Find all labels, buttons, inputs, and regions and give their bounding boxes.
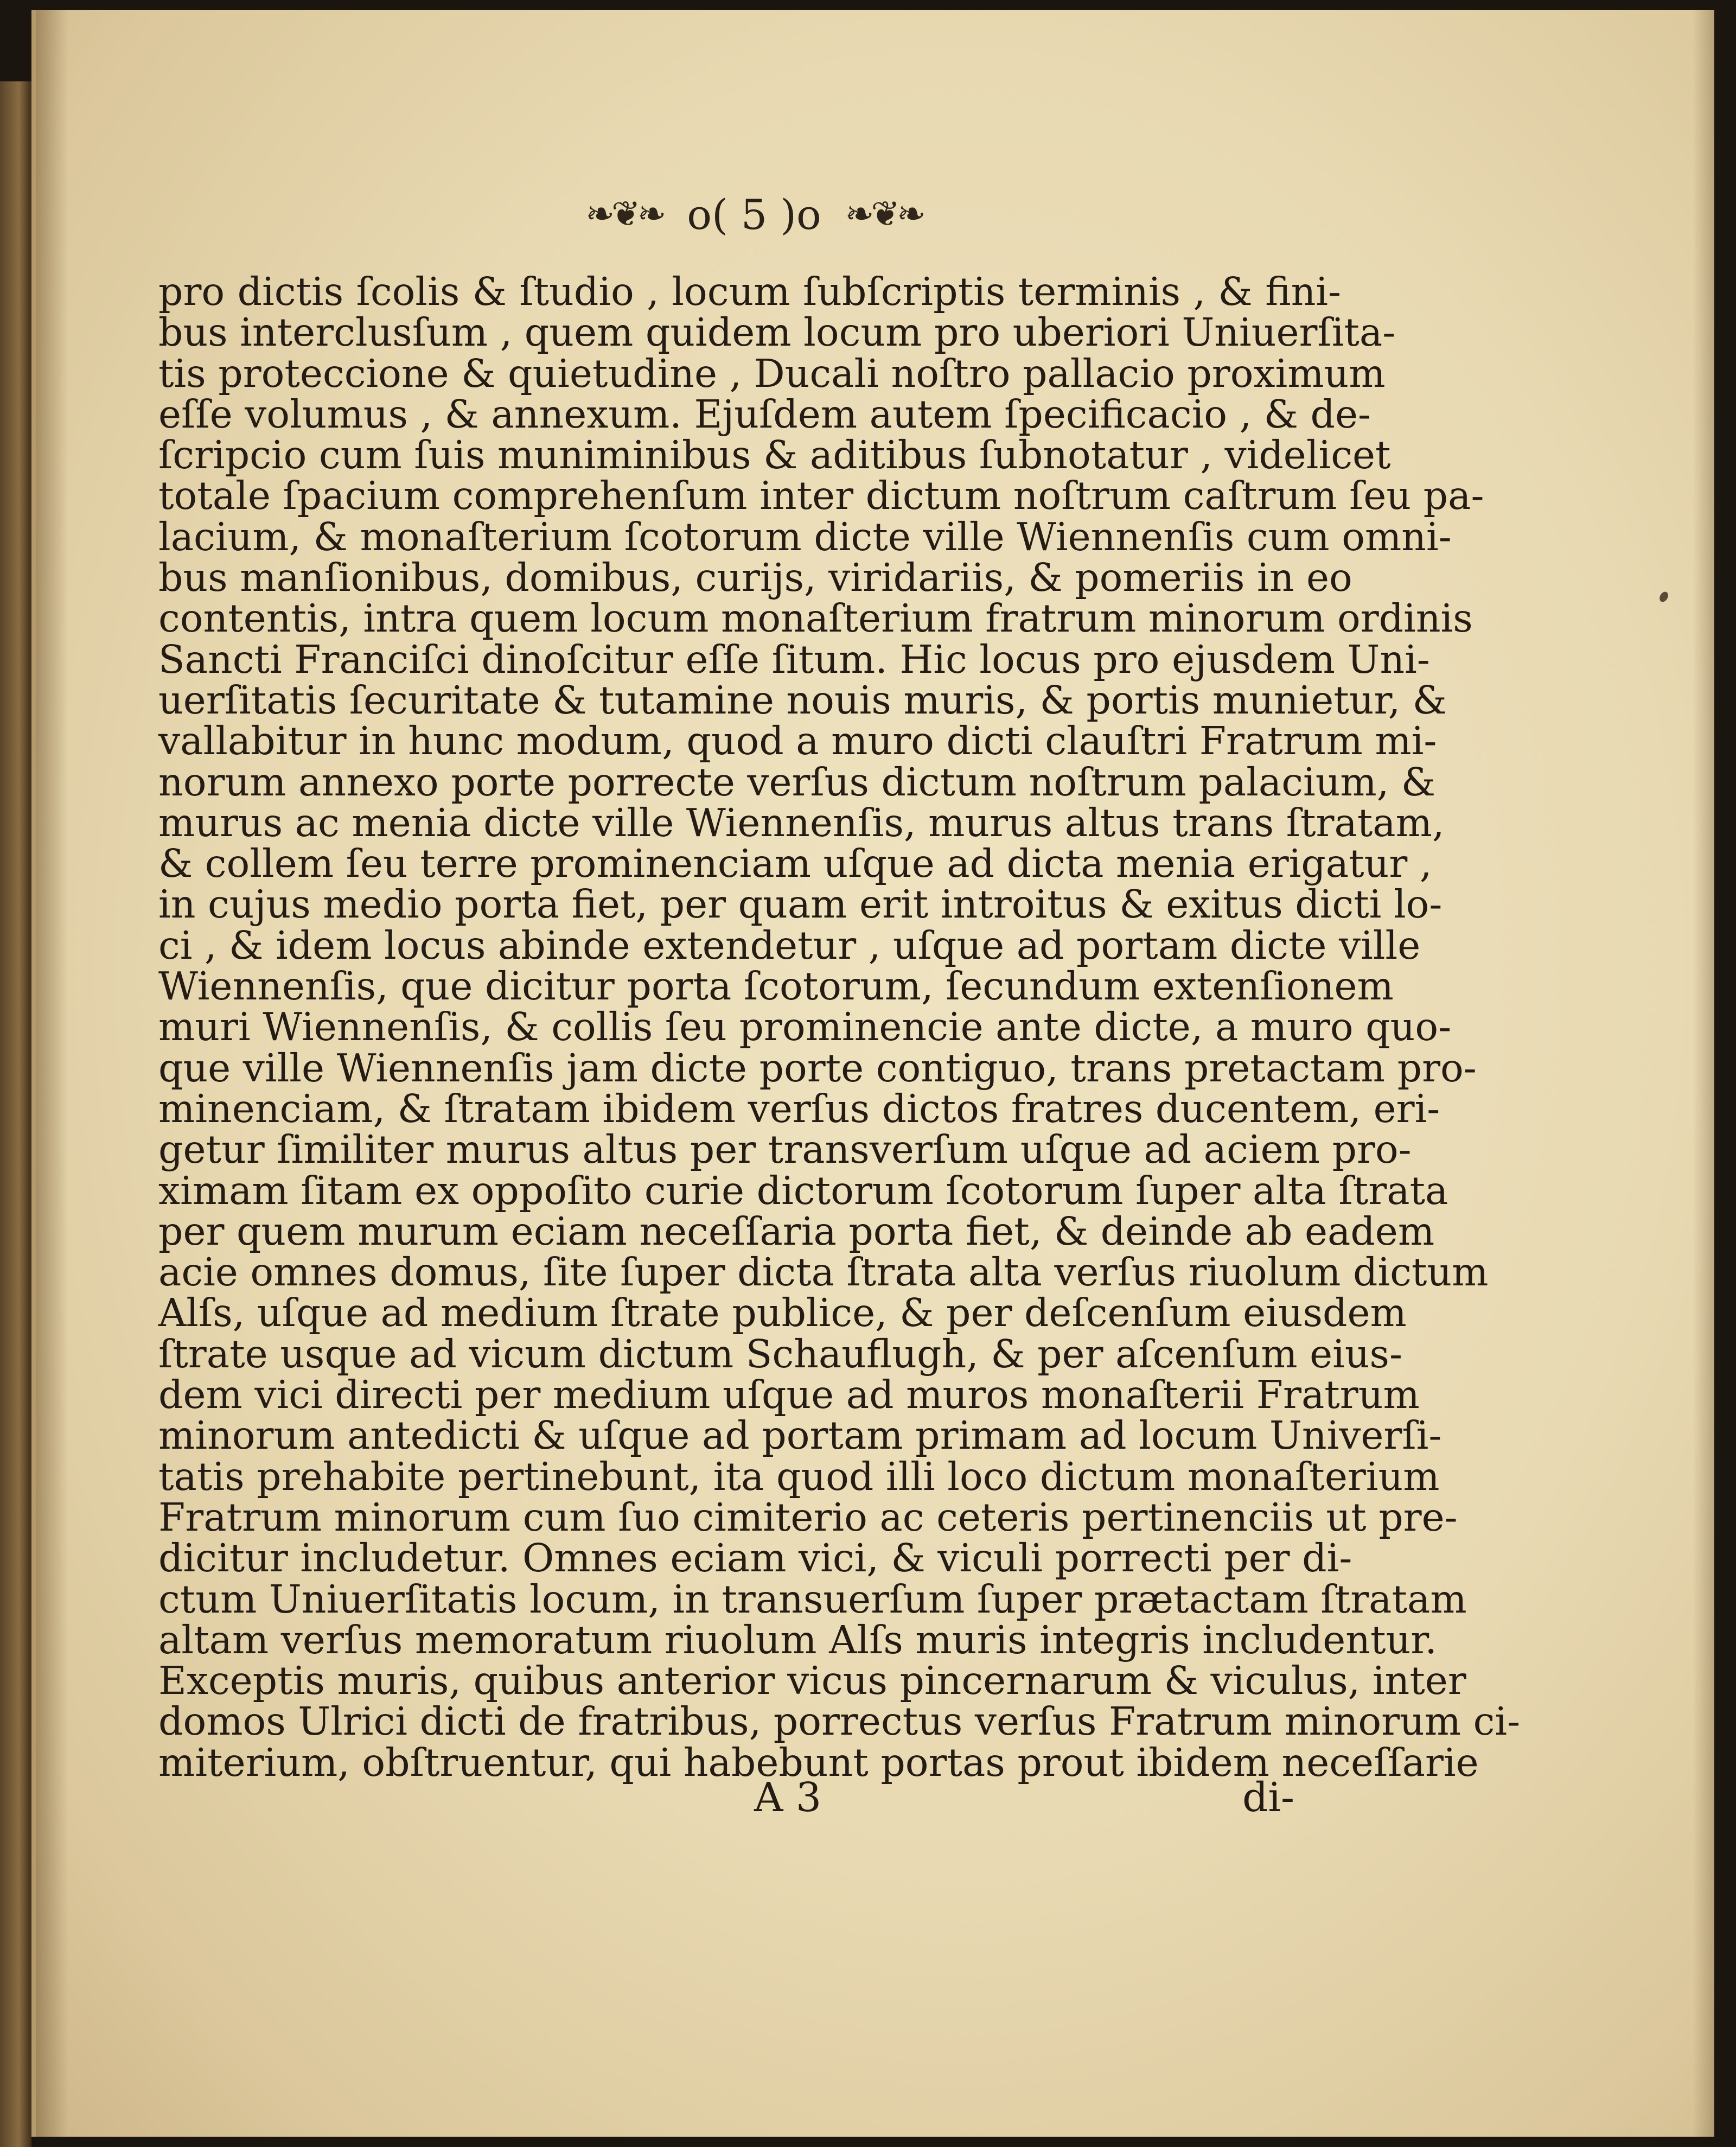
text-line: bus interclusſum , quem quidem locum pro uberiori Uniuerſita-: [158, 310, 1396, 355]
text-line: Alſs, uſque ad medium ſtrate publice, & per deſcenſum eiusdem: [158, 1290, 1407, 1336]
text-line: tatis prehabite pertinebunt, ita quod illi loco dictum monaſterium: [158, 1454, 1440, 1499]
text-line: acie omnes domus, ſite ſuper dicta ſtrata alta verſus riuolum dictum: [158, 1250, 1489, 1295]
adjacent-page-edge: [0, 81, 31, 2147]
text-line: dem vici directi per medium uſque ad muros monaſterii Fratrum: [158, 1372, 1420, 1418]
text-line: ſcripcio cum ſuis muniminibus & aditibus ſubnotatur , videlicet: [158, 432, 1391, 478]
text-line: murus ac menia dicte ville Wiennenſis, murus altus trans ſtratam,: [158, 800, 1445, 845]
text-line: Sancti Franciſci dinoſcitur eſſe ſitum. Hic locus pro ejusdem Uni-: [158, 636, 1430, 682]
text-line: vallabitur in hunc modum, quod a muro dicti clauſtri Fratrum mi-: [158, 718, 1437, 764]
text-line: uerſitatis ſecuritate & tutamine nouis muris, & portis munietur, &: [158, 677, 1447, 723]
text-line: & collem ſeu terre prominenciam uſque ad dicta menia erigatur ,: [158, 841, 1432, 887]
text-line: ci , & idem locus abinde extendetur , uſque ad portam dicte ville: [158, 922, 1421, 968]
text-line: altam verſus memoratum riuolum Alſs muris integris includentur.: [158, 1617, 1438, 1662]
header-ornament-left: ❧❦❧: [585, 194, 663, 234]
text-line: domos Ulrici dicti de fratribus, porrectus verſus Fratrum minorum ci-: [158, 1699, 1521, 1744]
header-ornament-right: ❧❦❧: [845, 194, 923, 234]
text-line: Exceptis muris, quibus anterior vicus pincernarum & viculus, inter: [158, 1658, 1466, 1704]
page-header: [532, 190, 976, 239]
text-line: muri Wiennenſis, & collis ſeu prominencie ante dicte, a muro quo-: [158, 1004, 1452, 1050]
text-line: lacium, & monaſterium ſcotorum dicte ville Wiennenſis cum omni-: [158, 514, 1452, 559]
text-line: contentis, intra quem locum monaſterium fratrum minorum ordinis: [158, 596, 1473, 641]
text-line: dicitur includetur. Omnes eciam vici, & viculi porrecti per di-: [158, 1536, 1352, 1581]
text-line: totale ſpacium comprehenſum inter dictum noſtrum caſtrum ſeu pa-: [158, 473, 1484, 519]
text-line: ſtrate usque ad vicum dictum Schauflugh, & per aſcenſum eius-: [158, 1331, 1402, 1377]
text-line: eſſe volumus , & annexum. Ejuſdem autem ſpecificacio , & de-: [158, 391, 1371, 437]
text-line: que ville Wiennenſis jam dicte porte contiguo, trans pretactam pro-: [158, 1045, 1477, 1091]
text-line: ctum Uniuerſitatis locum, in transuerſum ſuper prætactam ſtratam: [158, 1576, 1467, 1622]
text-line: getur ſimiliter murus altus per transverſum uſque ad aciem pro-: [158, 1127, 1412, 1173]
text-line: in cujus medio porta fiet, per quam erit introitus & exitus dicti lo-: [158, 882, 1443, 927]
text-line: pro dictis ſcolis & ſtudio , locum ſubſcriptis terminis , & fini-: [158, 269, 1341, 314]
catchword: di-: [1242, 1774, 1295, 1821]
text-line: tis proteccione & quietudine , Ducali noſtro pallacio proximum: [158, 351, 1386, 396]
text-line: bus manſionibus, domibus, curijs, viridariis, & pomeriis in eo: [158, 555, 1352, 601]
text-line: per quem murum eciam neceſſaria porta fiet, & deinde ab eadem: [158, 1208, 1435, 1254]
text-line: ximam ſitam ex oppoſito curie dictorum ſcotorum ſuper alta ſtrata: [158, 1168, 1448, 1213]
text-line: miterium, obſtruentur, qui habebunt portas prout ibidem neceſſarie: [158, 1740, 1479, 1785]
page-edge-shadow: [1693, 10, 1714, 2137]
signature-mark: A 3: [754, 1774, 822, 1821]
text-line: Fratrum minorum cum ſuo cimiterio ac ceteris pertinenciis ut pre-: [158, 1494, 1458, 1540]
text-line: norum annexo porte porrecte verſus dictum noſtrum palacium, &: [158, 759, 1436, 805]
text-line: minorum antedicti & uſque ad portam primam ad locum Univerſi-: [158, 1413, 1442, 1458]
page-body-text: [158, 269, 1521, 1785]
page-gutter-shadow: [36, 10, 68, 2137]
text-line: Wiennenſis, que dicitur porta ſcotorum, ſecundum extenſionem: [158, 964, 1394, 1009]
text-line: minenciam, & ſtratam ibidem verſus dictos fratres ducentem, eri-: [158, 1086, 1440, 1131]
page-number: o( 5 )o: [687, 190, 821, 239]
